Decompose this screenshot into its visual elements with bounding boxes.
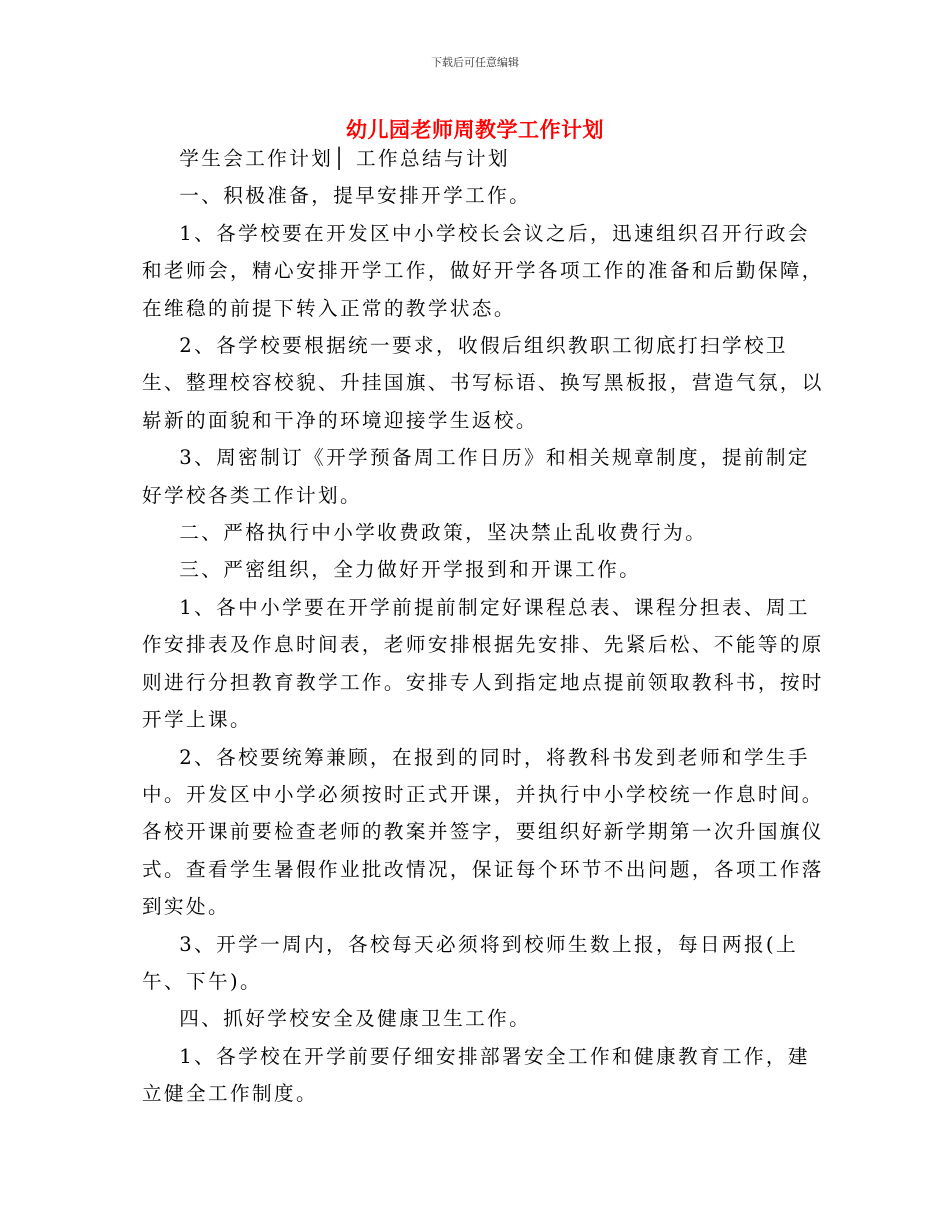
paragraph-1-2: 2、各学校要根据统一要求，收假后组织教职工彻底打扫学校卫生、整理校容校貌、升挂国旗、书写标语、换写黑板报，营造气氛，以崭新的面貌和干净的环境迎接学生返校。 (142, 334, 824, 432)
section-heading-2: 二、严格执行中小学收费政策，坚决禁止乱收费行为。 (179, 521, 708, 545)
section-heading-3: 三、严密组织，全力做好开学报到和开课工作。 (179, 558, 642, 582)
document-title: 幼儿园老师周教学工作计划 (346, 118, 604, 142)
paragraph-3-2: 2、各校要统筹兼顾，在报到的同时，将教科书发到老师和学生手中。开发区中小学必须按时正式开课，并执行中小学校统一作息时间。各校开课前要检查老师的教案并签字，要组织好新学期第一次升国旗仪式。查看学生暑假作业批改情况，保证每个环节不出问题，各项工作落到实处。 (142, 745, 824, 919)
paragraph-3-1: 1、各中小学要在开学前提前制定好课程总表、课程分担表、周工作安排表及作息时间表，老师安排根据先安排、先紧后松、不能等的原则进行分担教育教学工作。安排专人到指定地点提前领取教科书，按时开学上课。 (142, 595, 824, 732)
document-body (142, 140, 827, 1113)
section-heading-1: 一、积极准备，提早安排开学工作。 (179, 184, 532, 208)
page-header-note: 下载后可任意编辑 (431, 56, 519, 69)
paragraph-4-1: 1、各学校在开学前要仔细安排部署安全工作和健康教育工作，建立健全工作制度。 (142, 1044, 810, 1106)
paragraph-1-3: 3、周密制订《开学预备周工作日历》和相关规章制度，提前制定好学校各类工作计划。 (142, 446, 810, 507)
paragraph-3-3: 3、开学一周内，各校每天必须将到校师生数上报，每日两报(上午、下午)。 (142, 932, 798, 993)
subtitle-line: 学生会工作计划│ 工作总结与计划 (179, 147, 510, 170)
paragraph-1-1: 1、各学校要在开发区中小学校长会议之后，迅速组织召开行政会和老师会，精心安排开学工作，做好开学各项工作的准备和后勤保障，在维稳的前提下转入正常的教学状态。 (142, 221, 824, 320)
section-heading-4: 四、抓好学校安全及健康卫生工作。 (179, 1007, 532, 1031)
